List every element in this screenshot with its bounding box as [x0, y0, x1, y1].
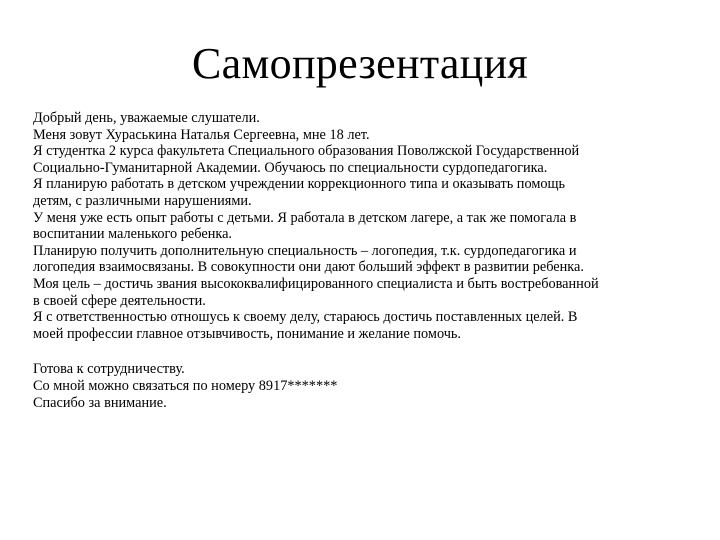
- paragraph-line: Планирую получить дополнительную специальность – логопедия, т.к. сурдопедагогика и: [33, 242, 577, 259]
- closing-block: [33, 361, 683, 411]
- paragraph: [33, 143, 683, 176]
- paragraph-line: моей профессии главное отзывчивость, понимание и желание помочь.: [33, 325, 462, 342]
- paragraph-line: Меня зовут Хураськина Наталья Сергеевна, мне 18 лет.: [33, 126, 370, 143]
- paragraph-line: Социально-Гуманитарной Академии. Обучаюсь по специальности сурдопедагогика.: [33, 159, 548, 176]
- paragraph: [33, 276, 683, 309]
- closing-line: Со мной можно связаться по номеру 8917*******: [33, 377, 338, 394]
- paragraph: [33, 127, 683, 144]
- paragraph-line: Я с ответственностью отношусь к своему делу, стараюсь достичь поставленных целей. В: [33, 309, 578, 326]
- paragraph: [33, 243, 683, 276]
- paragraph-line: Моя цель – достичь звания высококвалифицированного специалиста и быть востребованной: [33, 275, 599, 292]
- paragraph: [33, 110, 683, 127]
- paragraph: [33, 309, 683, 342]
- paragraph: [33, 176, 683, 209]
- paragraph-line: детям, с различными нарушениями.: [33, 192, 252, 209]
- closing-line: Спасибо за внимание.: [33, 394, 167, 411]
- paragraph-line: Я студентка 2 курса факультета Специального образования Поволжской Государственной: [33, 143, 580, 160]
- spacer: [33, 342, 683, 361]
- paragraph: [33, 210, 683, 243]
- paragraph-line: в своей сфере деятельности.: [33, 292, 206, 309]
- paragraph-line: Добрый день, уважаемые слушатели.: [33, 110, 260, 126]
- closing-line: Готова к сотрудничеству.: [33, 361, 185, 378]
- paragraph-line: У меня уже есть опыт работы с детьми. Я работала в детском лагере, а так же помогала в: [33, 209, 577, 226]
- paragraph-list: [33, 110, 683, 342]
- slide-body: [33, 110, 683, 411]
- paragraph-line: логопедия взаимосвязаны. В совокупности они дают больший эффект в развитии ребенка.: [33, 259, 584, 276]
- paragraph-line: Я планирую работать в детском учреждении коррекционного типа и оказывать помощь: [33, 176, 566, 193]
- slide-title: Самопрезентация: [192, 39, 528, 88]
- paragraph-line: воспитании маленького ребенка.: [33, 226, 232, 243]
